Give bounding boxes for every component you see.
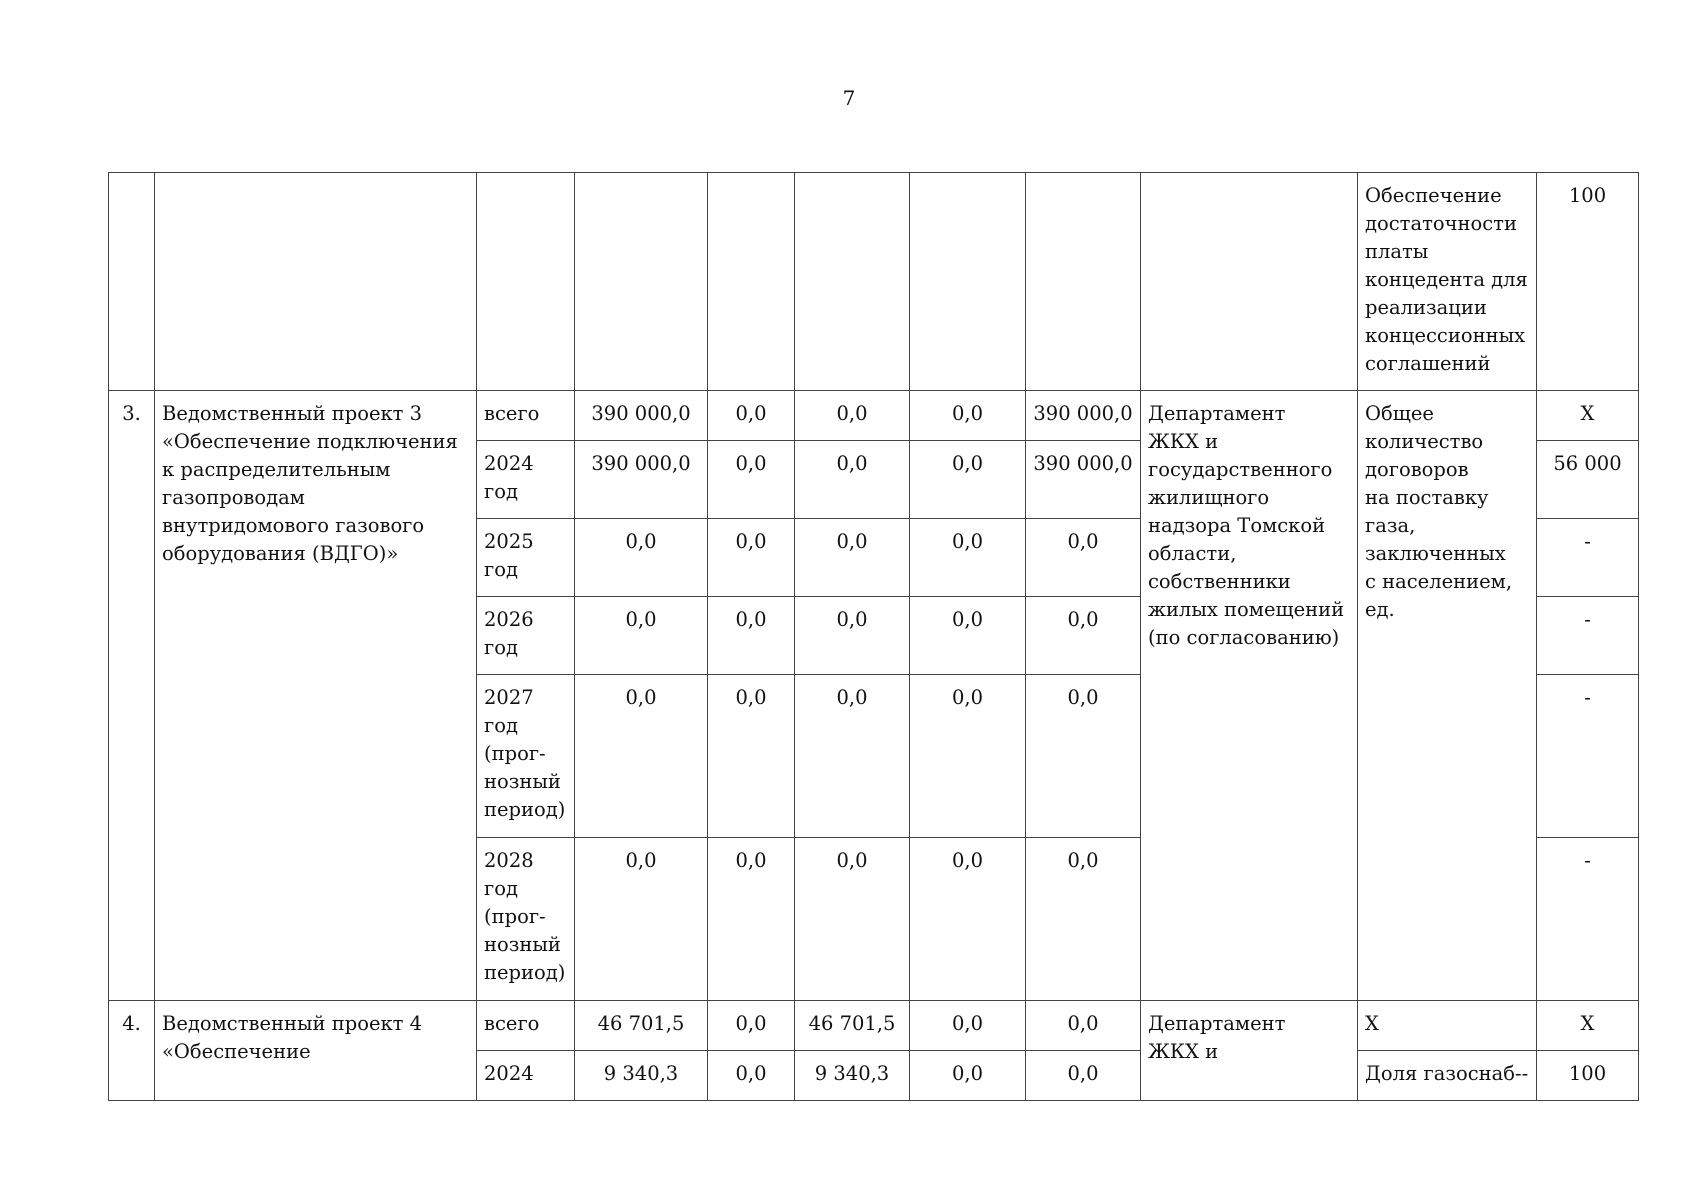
federal-cell: 0,0 bbox=[708, 597, 795, 675]
indicator-cell: Общее количество договоров на поставку газа, заключенных с населением, ед. bbox=[1358, 391, 1537, 1001]
table-row bbox=[109, 173, 1639, 391]
other-cell: 390 000,0 bbox=[1026, 391, 1141, 441]
total-cell: 390 000,0 bbox=[575, 441, 708, 519]
federal-cell: 0,0 bbox=[708, 675, 795, 838]
other-cell: 0,0 bbox=[1026, 1051, 1141, 1101]
period-cell: всего bbox=[477, 391, 575, 441]
other-cell: 390 000,0 bbox=[1026, 441, 1141, 519]
regional-cell: 46 701,5 bbox=[795, 1001, 910, 1051]
total-cell: 0,0 bbox=[575, 597, 708, 675]
federal-cell: 0,0 bbox=[708, 1051, 795, 1101]
period-cell: 2024 год bbox=[477, 441, 575, 519]
period-cell: 2028 год (прог- нозный период) bbox=[477, 838, 575, 1001]
table-row bbox=[109, 391, 1639, 441]
period-cell: 2024 bbox=[477, 1051, 575, 1101]
other-cell: 0,0 bbox=[1026, 1001, 1141, 1051]
total-cell: 0,0 bbox=[575, 519, 708, 597]
municipal-cell: 0,0 bbox=[910, 441, 1026, 519]
responsible-cell: Департамент ЖКХ и государственного жилищного надзора Томской области, собственники жилых помещений (по согласованию) bbox=[1141, 391, 1358, 1001]
regional-cell: 0,0 bbox=[795, 441, 910, 519]
total-cell: 0,0 bbox=[575, 675, 708, 838]
indicator-value: 100 bbox=[1537, 1051, 1639, 1101]
other-cell: 0,0 bbox=[1026, 838, 1141, 1001]
regional-cell: 9 340,3 bbox=[795, 1051, 910, 1101]
responsible-cell: Департамент ЖКХ и bbox=[1141, 1001, 1358, 1101]
municipal-cell: 0,0 bbox=[910, 391, 1026, 441]
project-name: Ведомственный проект 4 «Обеспечение bbox=[155, 1001, 477, 1101]
municipal-cell: 0,0 bbox=[910, 1051, 1026, 1101]
municipal-cell: 0,0 bbox=[910, 1001, 1026, 1051]
period-cell: 2027 год (прог- нозный период) bbox=[477, 675, 575, 838]
row-number: 4. bbox=[109, 1001, 155, 1101]
period-cell: 2025 год bbox=[477, 519, 575, 597]
indicator-value: - bbox=[1537, 519, 1639, 597]
indicator-value: X bbox=[1537, 391, 1639, 441]
table-row bbox=[109, 1001, 1639, 1051]
federal-cell: 0,0 bbox=[708, 1001, 795, 1051]
indicator-cell: Обеспечение достаточности платы концедента для реализации концессионных соглашений bbox=[1358, 173, 1537, 391]
total-cell: 46 701,5 bbox=[575, 1001, 708, 1051]
indicator-value: X bbox=[1537, 1001, 1639, 1051]
regional-cell: 0,0 bbox=[795, 838, 910, 1001]
total-cell: 390 000,0 bbox=[575, 391, 708, 441]
indicator-value: - bbox=[1537, 675, 1639, 838]
indicator-cell: X bbox=[1358, 1001, 1537, 1051]
municipal-cell: 0,0 bbox=[910, 597, 1026, 675]
period-cell: всего bbox=[477, 1001, 575, 1051]
regional-cell: 0,0 bbox=[795, 675, 910, 838]
other-cell: 0,0 bbox=[1026, 675, 1141, 838]
federal-cell: 0,0 bbox=[708, 391, 795, 441]
indicator-value: - bbox=[1537, 838, 1639, 1001]
page-number: 7 bbox=[842, 86, 856, 110]
indicator-value: - bbox=[1537, 597, 1639, 675]
total-cell: 9 340,3 bbox=[575, 1051, 708, 1101]
regional-cell: 0,0 bbox=[795, 597, 910, 675]
regional-cell: 0,0 bbox=[795, 519, 910, 597]
indicator-value: 100 bbox=[1537, 173, 1639, 391]
other-cell: 0,0 bbox=[1026, 597, 1141, 675]
federal-cell: 0,0 bbox=[708, 441, 795, 519]
regional-cell: 0,0 bbox=[795, 391, 910, 441]
project-name: Ведомственный проект 3 «Обеспечение подключения к распределительным газопроводам внутридомового газового оборудования (ВДГО)» bbox=[155, 391, 477, 1001]
municipal-cell: 0,0 bbox=[910, 675, 1026, 838]
municipal-cell: 0,0 bbox=[910, 519, 1026, 597]
indicator-value: 56 000 bbox=[1537, 441, 1639, 519]
period-cell: 2026 год bbox=[477, 597, 575, 675]
total-cell: 0,0 bbox=[575, 838, 708, 1001]
federal-cell: 0,0 bbox=[708, 838, 795, 1001]
other-cell: 0,0 bbox=[1026, 519, 1141, 597]
federal-cell: 0,0 bbox=[708, 519, 795, 597]
row-number: 3. bbox=[109, 391, 155, 1001]
program-table bbox=[108, 172, 1639, 1101]
indicator-cell: Доля газоснаб-- bbox=[1358, 1051, 1537, 1101]
municipal-cell: 0,0 bbox=[910, 838, 1026, 1001]
